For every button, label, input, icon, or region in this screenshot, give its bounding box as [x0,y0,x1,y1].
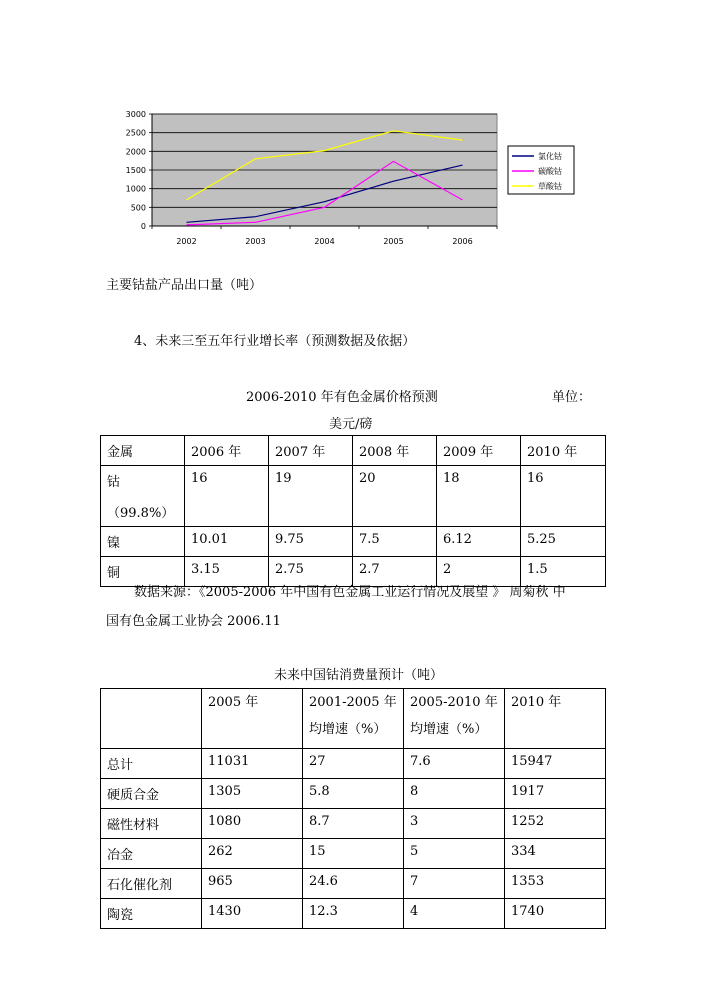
table-cell: 27 [303,749,404,779]
table1-title: 2006-2010 年有色金属价格预测 [246,390,438,405]
table-row [101,839,606,869]
table-row [101,869,606,899]
table-cell: 262 [202,839,303,869]
x-tick-label: 2005 [383,237,404,246]
table-row [101,527,606,557]
table-cell: 16 [521,466,606,527]
x-tick-label: 2006 [452,237,473,246]
header-cell: 2006 年 [185,436,269,466]
y-tick-label: 1500 [125,166,146,175]
table-cell: 20 [353,466,437,527]
table-cell: 2 [437,557,521,587]
table-cell: 1305 [202,779,303,809]
table-cell: 334 [505,839,606,869]
table-cell: 10.01 [185,527,269,557]
header-cell: 2007 年 [269,436,353,466]
chart-svg [110,108,580,248]
table-cell: 2.75 [269,557,353,587]
table-row [101,779,606,809]
header-cell [404,689,505,749]
table-cell: 3 [404,809,505,839]
legend-label: 碳酸钴 [538,167,562,176]
legend-label: 氯化钴 [538,152,562,161]
y-tick-label: 500 [130,203,146,213]
legend-label: 草酸钴 [538,182,562,191]
header-line: 均增速（%） [309,722,387,737]
chart-caption: 主要钴盐产品出口量（吨） [106,278,263,293]
table-cell: 6.12 [437,527,521,557]
table-cell: 1353 [505,869,606,899]
table-cell: 5.25 [521,527,606,557]
header-line: 均增速（%） [410,722,488,737]
table-row [101,809,606,839]
table-cell: 1080 [202,809,303,839]
table2-title: 未来中国钴消费量预计（吨） [274,668,444,683]
table-cell: 1740 [505,899,606,929]
table1-source-line1: 数据来源：《2005-2006 年中国有色金属工业运行情况及展望 》 周菊秋 中 [134,585,566,600]
table-cell: 3.15 [185,557,269,587]
table-row [101,749,606,779]
header-cell [101,689,202,749]
table-cell: 965 [202,869,303,899]
table-cell: 19 [269,466,353,527]
metal-price-table [100,435,606,587]
table-header-row [101,689,606,749]
header-cell: 2008 年 [353,436,437,466]
row-label: 总计 [101,749,202,779]
table-row [101,466,606,527]
table-cell: 16 [185,466,269,527]
y-tick-label: 1000 [125,184,146,194]
table-cell: 5 [404,839,505,869]
header-cell: 2009 年 [437,436,521,466]
table-cell: 1252 [505,809,606,839]
table-cell: 8.7 [303,809,404,839]
header-line: 2005-2010 年 [410,695,498,710]
table-cell: 1917 [505,779,606,809]
row-label: 冶金 [101,839,202,869]
table-cell: 15947 [505,749,606,779]
header-cell: 2010 年 [505,689,606,749]
table-row [101,899,606,929]
x-tick-label: 2004 [314,237,335,246]
table-cell: 2.7 [353,557,437,587]
table-cell: 24.6 [303,869,404,899]
cobalt-export-chart [110,108,580,248]
y-tick-label: 3000 [125,110,146,119]
table-cell: 18 [437,466,521,527]
table-cell: 12.3 [303,899,404,929]
row-label: 石化催化剂 [101,869,202,899]
x-tick-label: 2003 [245,237,266,246]
row-label: 陶瓷 [101,899,202,929]
y-tick-label: 2000 [125,147,146,157]
table1-source-line2: 国有色金属工业协会 2006.11 [106,614,281,629]
row-label [101,466,185,527]
table-cell: 15 [303,839,404,869]
table-cell: 5.8 [303,779,404,809]
x-tick-label: 2002 [176,237,197,246]
row-label: 硬质合金 [101,779,202,809]
section-4-heading: 4、未来三至五年行业增长率（预测数据及依据） [134,334,416,349]
header-cell [303,689,404,749]
header-cell: 2010 年 [521,436,606,466]
table1-unit-value: 美元/磅 [329,417,373,432]
table-cell: 8 [404,779,505,809]
table-cell: 7.6 [404,749,505,779]
table-cell: 7 [404,869,505,899]
header-cell: 2005 年 [202,689,303,749]
header-cell: 金属 [101,436,185,466]
table-cell: 1.5 [521,557,606,587]
y-tick-label: 0 [140,222,146,231]
table-cell: 9.75 [269,527,353,557]
row-label-line2: （99.8%） [107,506,175,521]
row-label: 铜 [101,557,185,587]
y-tick-label: 2500 [125,128,146,138]
table-header-row [101,436,606,466]
header-line: 2001-2005 年 [309,695,397,710]
cobalt-consumption-table [100,688,606,929]
table-cell: 7.5 [353,527,437,557]
row-label: 磁性材料 [101,809,202,839]
table-cell: 11031 [202,749,303,779]
table-cell: 1430 [202,899,303,929]
row-label-line1: 钴 [107,475,121,490]
row-label: 镍 [101,527,185,557]
table-cell: 4 [404,899,505,929]
table1-unit-label: 单位： [552,390,592,405]
